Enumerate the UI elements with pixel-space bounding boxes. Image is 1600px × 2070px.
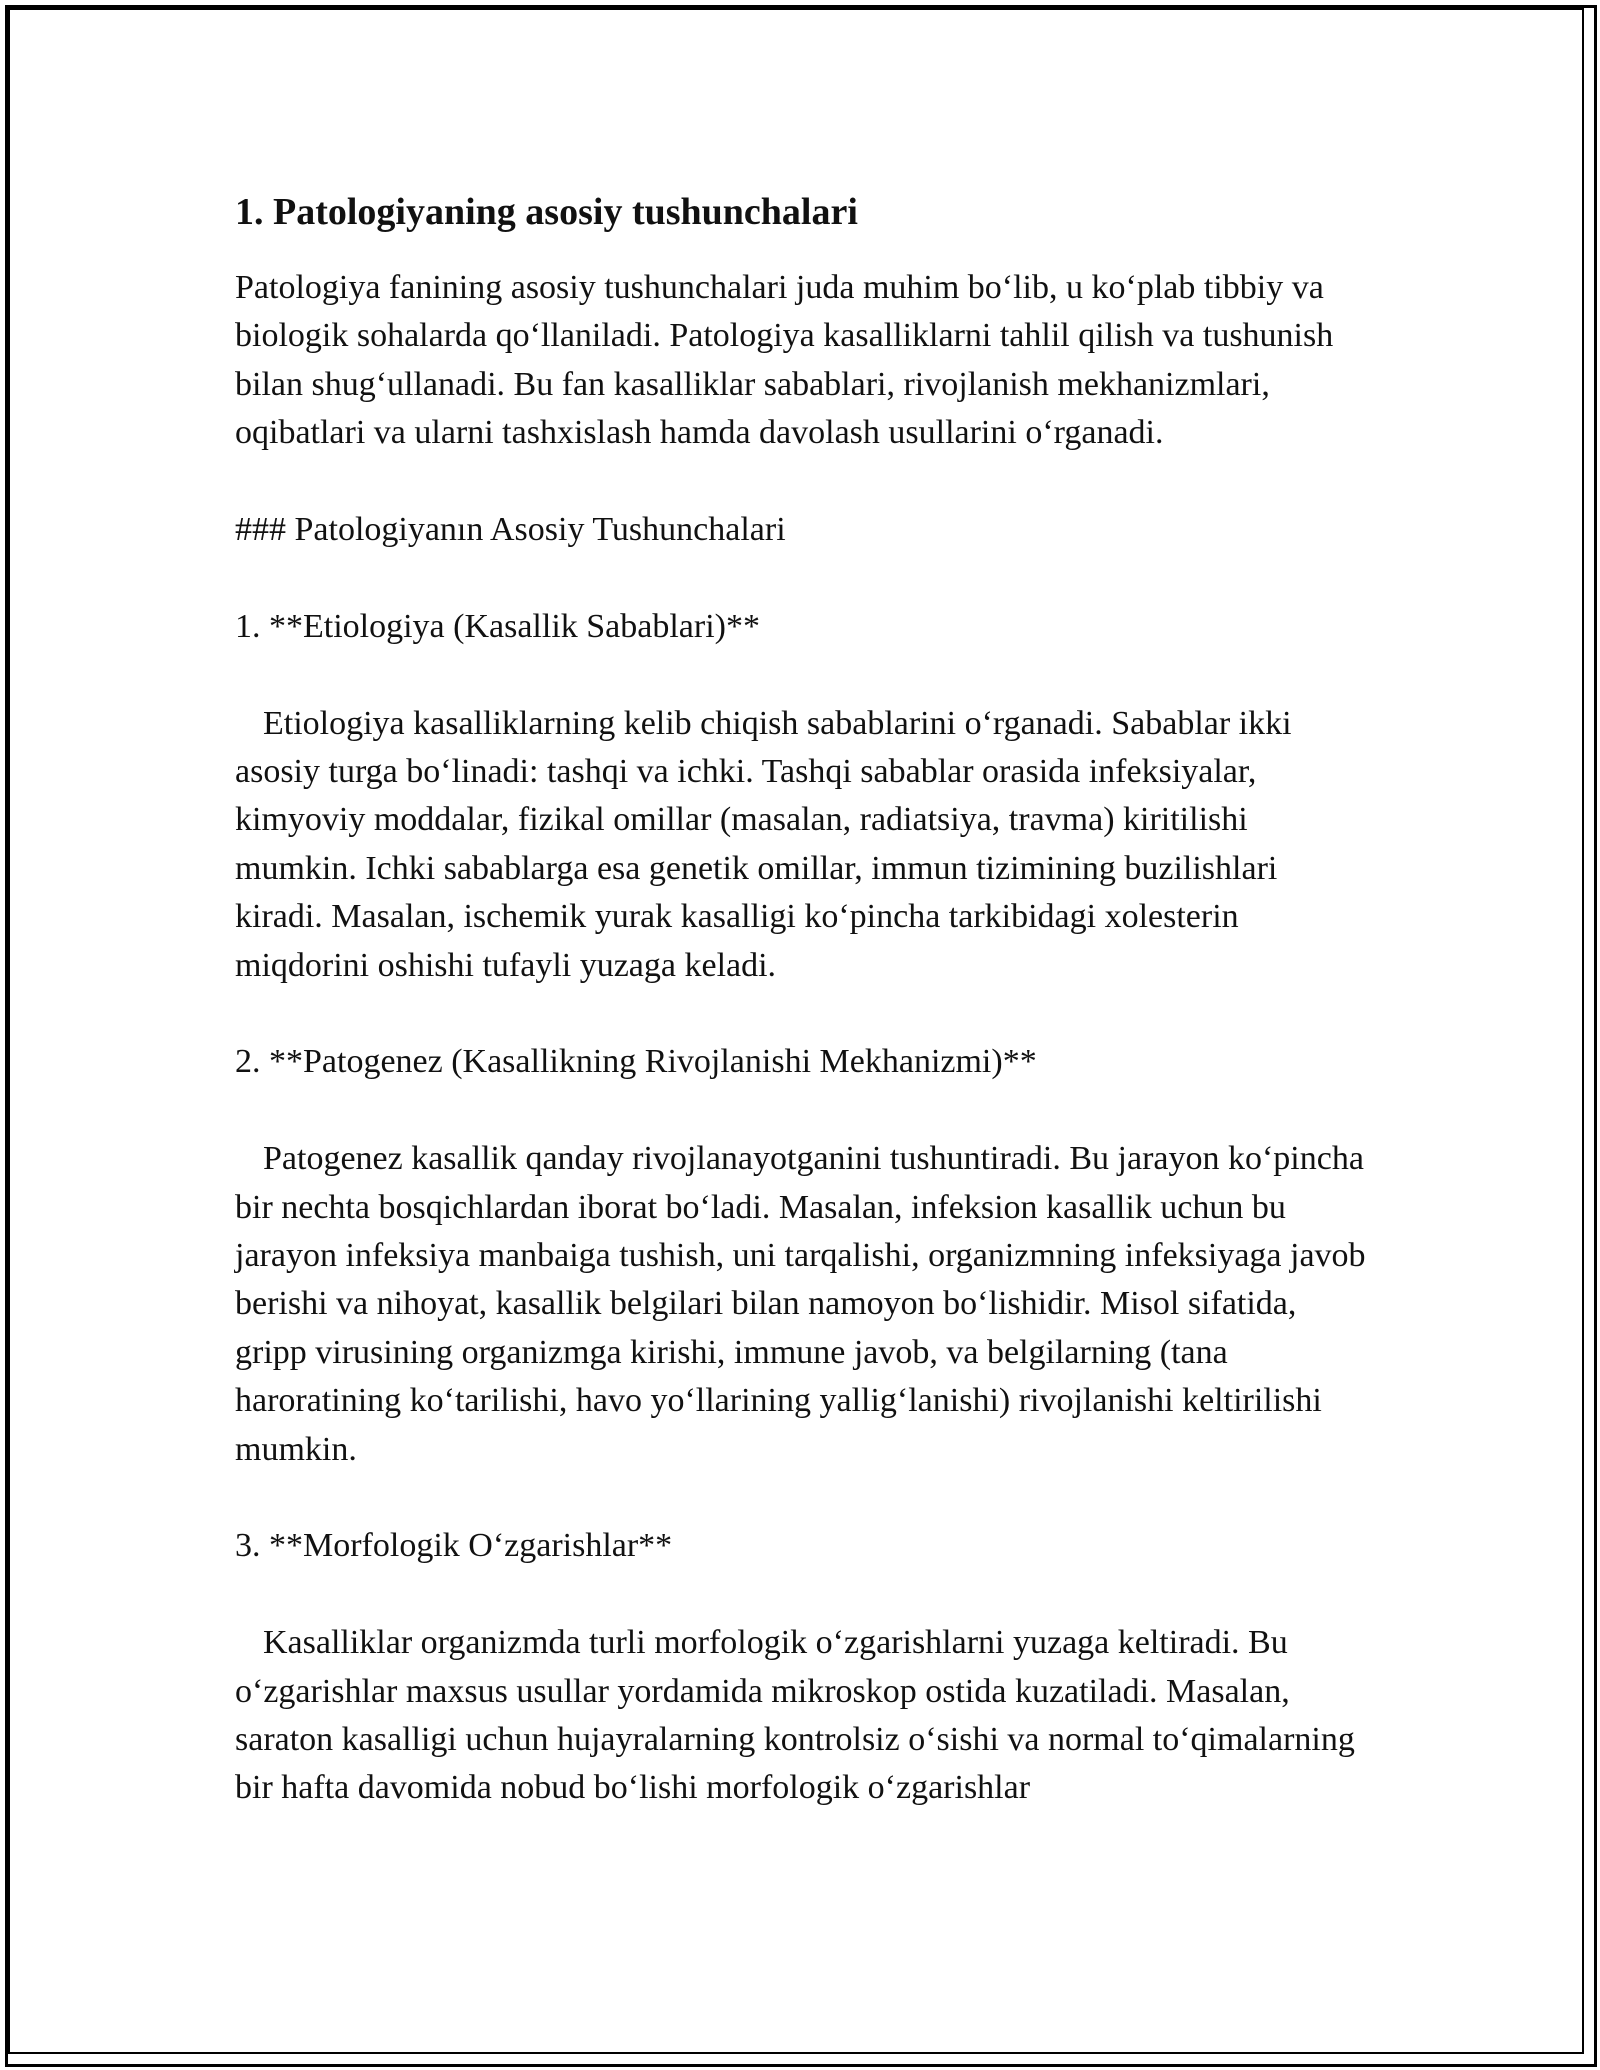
section-body-morfologik: Kasalliklar organizmda turli morfologik o‘zgarishlarni yuzaga keltiradi. Bu o‘zgarishlar maxsus usullar yordamida mikroskop ostida kuzatiladi. Masalan, saraton kasalligi uchun hujayralarning kontrolsiz o‘sishi va normal to‘qimalarning bir hafta davomida nobud bo‘lishi morfologik o‘zgarishlar: [235, 1624, 1355, 1807]
section-body-patogenez: Patogenez kasallik qanday rivojlanayotganini tushuntiradi. Bu jarayon ko‘pincha bir nechta bosqichlardan iborat bo‘ladi. Masalan, infeksion kasallik uchun bu jarayon infeksiya manbaiga tushish, uni tarqalishi, organizmning infeksiyaga javob berishi va nihoyat, kasallik belgilari bilan namoyon bo‘lishidir. Misol sifatida, gripp virusining organizmga kirishi, immune javob, va belgilarning (tana haroratining ko‘tarilishi, havo yo‘llarining yallig‘lanishi) rivojlanishi keltirilishi mumkin.: [235, 1140, 1366, 1468]
section-heading-etiologiya: 1. **Etiologiya (Kasallik Sabablari)**: [235, 607, 760, 645]
section-heading-morfologik: 3. **Morfologik O‘zgarishlar**: [235, 1527, 673, 1565]
subheading: ### Patologiyanın Asosiy Tushunchalari: [235, 511, 786, 549]
document-page: [235, 188, 1370, 1813]
section-heading-patogenez: 2. **Patogenez (Kasallikning Rivojlanishi Mekhanizmi)**: [235, 1043, 1037, 1081]
intro-paragraph: Patologiya fanining asosiy tushunchalari juda muhim bo‘lib, u ko‘plab tibbiy va biologik sohalarda qo‘llaniladi. Patologiya kasalliklarni tahlil qilish va tushunish bilan shug‘ullanadi. Bu fan kasalliklar sabablari, rivojlanish mekhanizmlari, oqibatlari va ularni tashxislash hamda davolash usullarini o‘rganadi.: [235, 269, 1334, 452]
document-title: 1. Patologiyaning asosiy tushunchalari: [235, 191, 858, 233]
section-body-etiologiya: Etiologiya kasalliklarning kelib chiqish sabablarini o‘rganadi. Sabablar ikki asosiy turga bo‘linadi: tashqi va ichki. Tashqi sabablar orasida infeksiyalar, kimyoviy moddalar, fizikal omillar (masalan, radiatsiya, travma) kiritilishi mumkin. Ichki sabablarga esa genetik omillar, immun tizimining buzilishlari kiradi. Masalan, ischemik yurak kasalligi ko‘pincha tarkibidagi xolesterin miqdorini oshishi tufayli yuzaga keladi.: [235, 704, 1292, 984]
